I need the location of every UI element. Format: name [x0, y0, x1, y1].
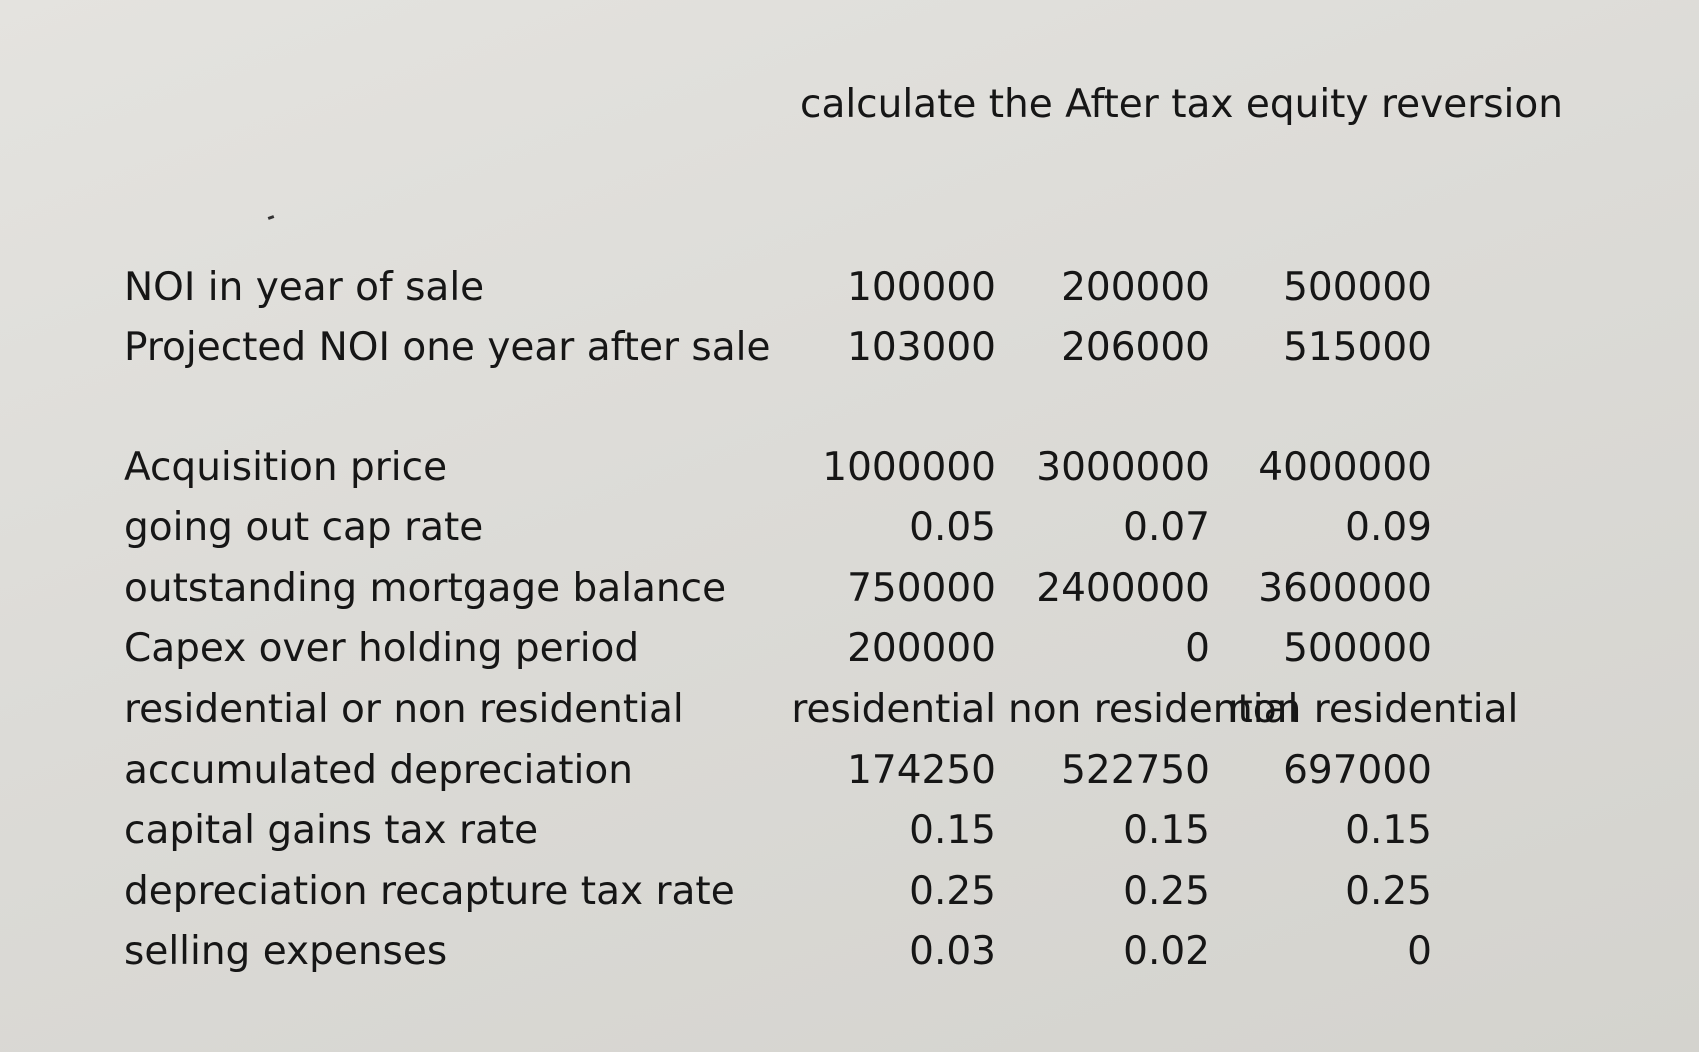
value-cell: 1000000 [822, 445, 996, 490]
value-cell: 0 [1185, 626, 1210, 671]
value-cell: 206000 [1061, 325, 1210, 370]
value-cell: 500000 [1283, 626, 1432, 671]
value-cell: 515000 [1283, 325, 1432, 370]
mouse-cursor-mark [268, 215, 275, 220]
value-cell: 3600000 [1258, 566, 1432, 611]
page-title: calculate the After tax equity reversion [800, 82, 1563, 127]
value-cell: non residential [1228, 687, 1519, 732]
value-cell: 0.25 [1123, 869, 1210, 914]
table-row [0, 619, 1699, 679]
value-cell: 4000000 [1258, 445, 1432, 490]
row-label: accumulated depreciation [124, 748, 633, 793]
row-label: Acquisition price [124, 445, 448, 490]
value-cell: 750000 [847, 566, 996, 611]
table-row [0, 862, 1699, 922]
value-cell: 500000 [1283, 265, 1432, 310]
row-label: outstanding mortgage balance [124, 566, 727, 611]
table-row [0, 498, 1699, 558]
table-row [0, 318, 1699, 378]
row-label: residential or non residential [124, 687, 684, 732]
value-cell: 0.03 [909, 929, 996, 974]
row-label: selling expenses [124, 929, 448, 974]
value-cell: 103000 [847, 325, 996, 370]
value-cell: 2400000 [1036, 566, 1210, 611]
table-row [0, 438, 1699, 498]
value-cell: 0.15 [909, 808, 996, 853]
value-cell: 0.25 [1345, 869, 1432, 914]
row-label: capital gains tax rate [124, 808, 539, 853]
table-row [0, 922, 1699, 982]
table-row [0, 801, 1699, 861]
value-cell: 100000 [847, 265, 996, 310]
table-row [0, 258, 1699, 318]
value-cell: 0.15 [1345, 808, 1432, 853]
value-cell: 522750 [1061, 748, 1210, 793]
value-cell: 0 [1407, 929, 1432, 974]
value-cell: 200000 [847, 626, 996, 671]
value-cell: 0.07 [1123, 505, 1210, 550]
value-cell: 3000000 [1036, 445, 1210, 490]
table-row [0, 741, 1699, 801]
value-cell: 697000 [1283, 748, 1432, 793]
value-cell: 0.05 [909, 505, 996, 550]
value-cell: 174250 [847, 748, 996, 793]
row-label: Capex over holding period [124, 626, 640, 671]
table-row [0, 680, 1699, 740]
table-row [0, 559, 1699, 619]
row-label: NOI in year of sale [124, 265, 485, 310]
value-cell: 0.02 [1123, 929, 1210, 974]
row-label: depreciation recapture tax rate [124, 869, 735, 914]
row-label: going out cap rate [124, 505, 484, 550]
value-cell: 0.15 [1123, 808, 1210, 853]
value-cell: 200000 [1061, 265, 1210, 310]
row-label: Projected NOI one year after sale [124, 325, 771, 370]
value-cell: 0.09 [1345, 505, 1432, 550]
value-cell-truncated: non residential [1008, 687, 1299, 732]
value-cell: 0.25 [909, 869, 996, 914]
value-cell: residential [791, 687, 996, 732]
